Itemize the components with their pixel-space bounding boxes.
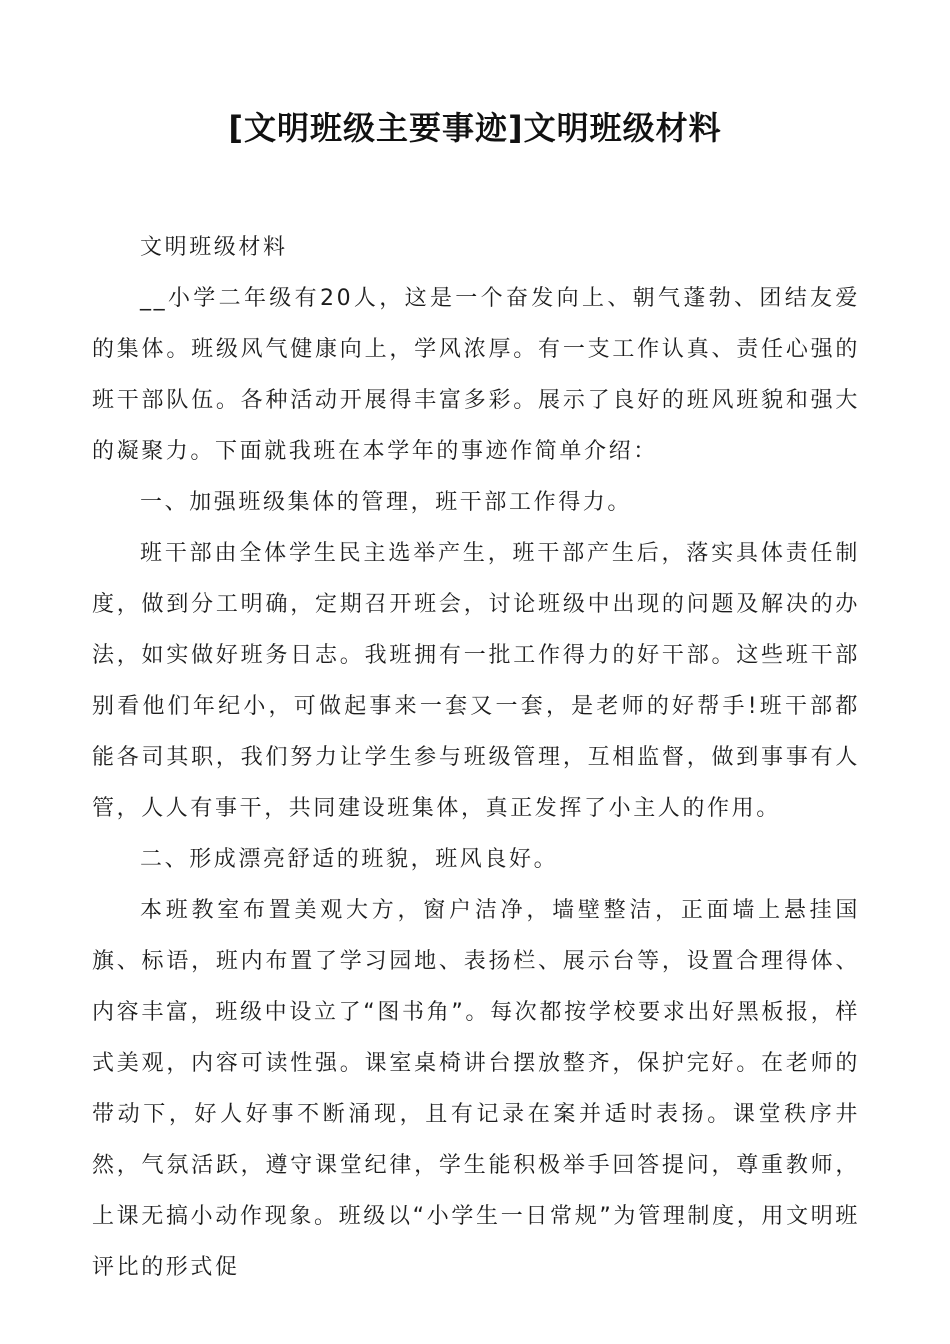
- paragraph-intro: __小学二年级有20人，这是一个奋发向上、朝气蓬勃、团结友爱的集体。班级风气健康向上，学风浓厚。有一支工作认真、责任心强的班干部队伍。各种活动开展得丰富多彩。展示了良好的班风班貌和强大的凝聚力。下面就我班在本学年的事迹作简单介绍：: [92, 286, 860, 464]
- paragraph-section-one-heading: 一、加强班级集体的管理，班干部工作得力。: [140, 490, 633, 515]
- paragraph-heading-material: 文明班级材料: [140, 235, 288, 260]
- document-body: [92, 222, 860, 1293]
- paragraph-section-two-body: 本班教室布置美观大方，窗户洁净，墙壁整洁，正面墙上悬挂国旗、标语，班内布置了学习园地、表扬栏、展示台等，设置合理得体、内容丰富，班级中设立了“图书角”。每次都按学校要求出好黑板报，样式美观，内容可读性强。课室桌椅讲台摆放整齐，保护完好。在老师的带动下，好人好事不断涌现，且有记录在案并适时表扬。课堂秩序井然，气氛活跃，遵守课堂纪律，学生能积极举手回答提问，尊重教师，上课无搞小动作现象。班级以“小学生一日常规”为管理制度，用文明班评比的形式促: [92, 898, 860, 1280]
- document-title: [文明班级主要事迹]文明班级材料: [228, 109, 722, 147]
- paragraph-section-one-body: 班干部由全体学生民主选举产生，班干部产生后，落实具体责任制度，做到分工明确，定期召开班会，讨论班级中出现的问题及解决的办法，如实做好班务日志。我班拥有一批工作得力的好干部。这些班干部别看他们年纪小，可做起事来一套又一套，是老师的好帮手!班干部都能各司其职，我们努力让学生参与班级管理，互相监督，做到事事有人管，人人有事干，共同建设班集体，真正发挥了小主人的作用。: [92, 541, 860, 821]
- paragraph-section-two-heading: 二、形成漂亮舒适的班貌，班风良好。: [140, 847, 559, 872]
